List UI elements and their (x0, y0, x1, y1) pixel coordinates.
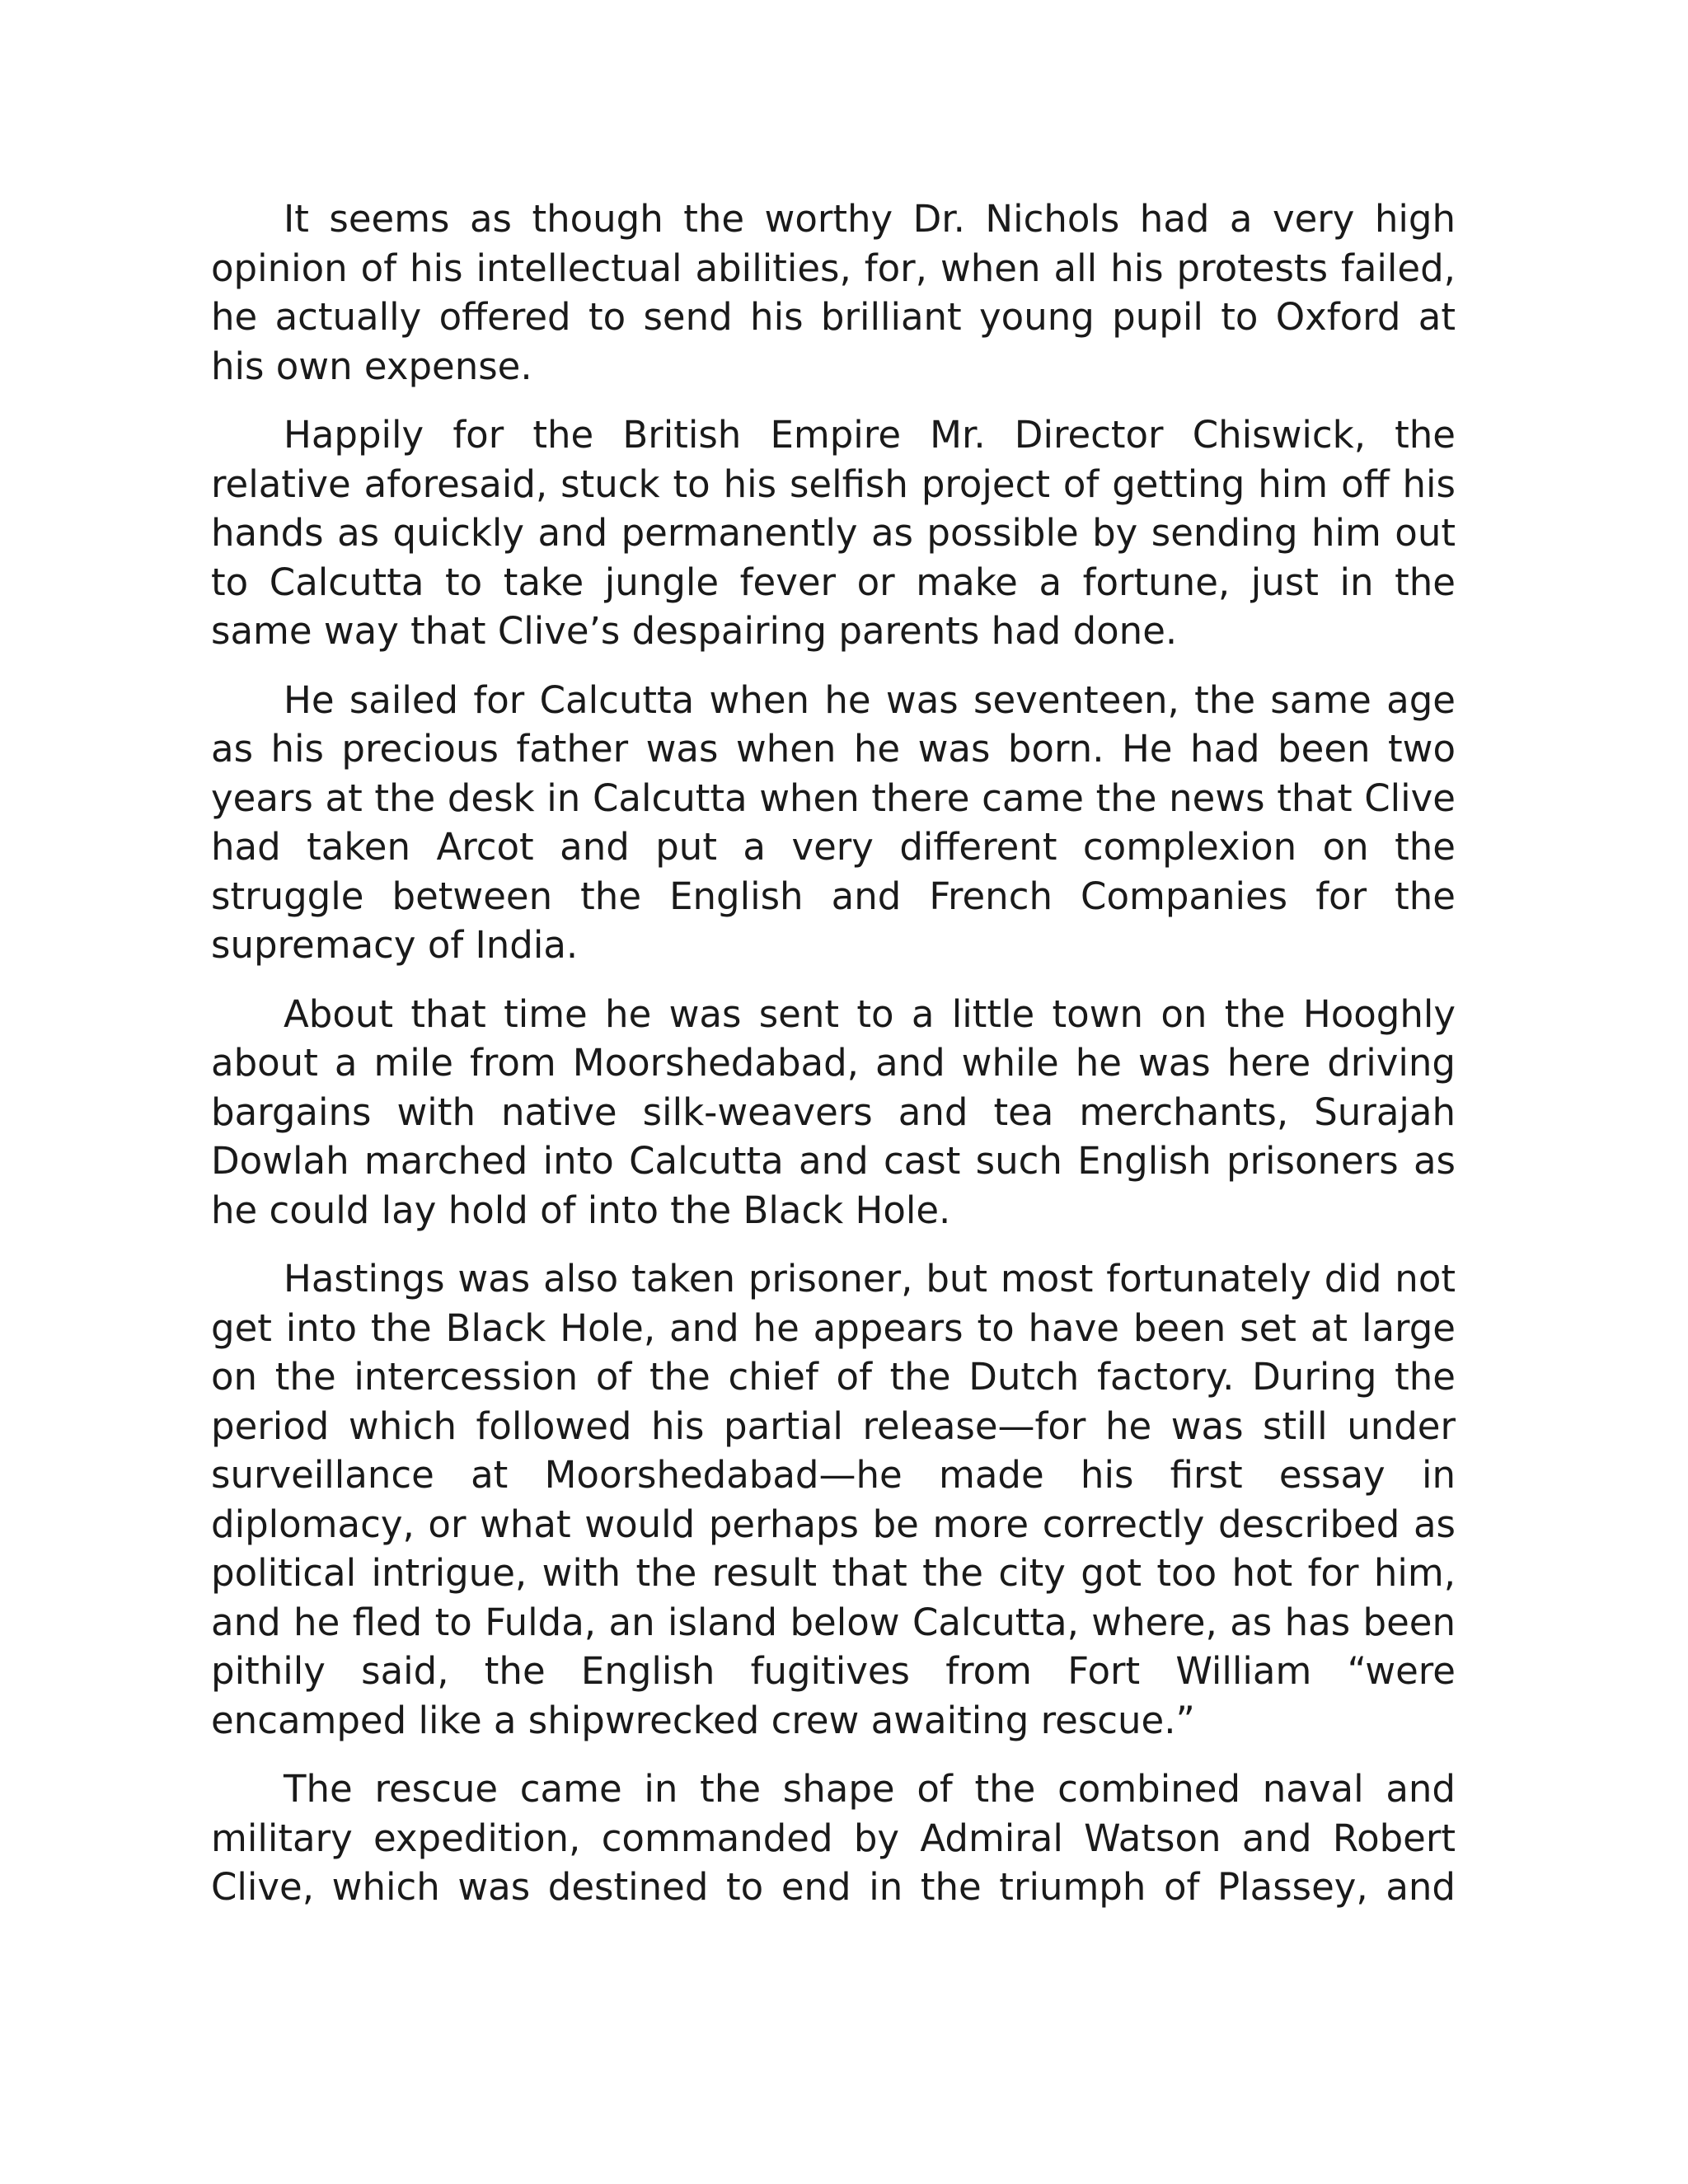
paragraph-1: It seems as though the worthy Dr. Nichols had a very high opinion of his intellectual abilities, for, when all his protests failed, he actually offered to send his brilliant young pupil to Oxford at his own expense. (211, 197, 1456, 388)
paragraph-4: About that time he was sent to a little town on the Hooghly about a mile from Moorshedabad, and while he was here driving bargains with native silk-weavers and tea merchants, Surajah Dowlah marched into Calcutta and cast such English prisoners as he could lay hold of into the Black Hole. (211, 991, 1456, 1232)
paragraph-3: He sailed for Calcutta when he was seventeen, the same age as his precious father was when he was born. He had been two years at the desk in Calcutta when there came the news that Clive had taken Arcot and put a very different complexion on the struggle between the English and French Companies for the supremacy of India. (211, 677, 1456, 967)
paragraph-5: Hastings was also taken prisoner, but most fortunately did not get into the Black Hole, and he appears to have been set at large on the intercession of the chief of the Dutch factory. During the period which followed his partial release—for he was still under surveillance at Moorshedabad—he made his first essay in diplomacy, or what would perhaps be more correctly described as political intrigue, with the result that the city got too hot for him, and he fled to Fulda, an island below Calcutta, where, as has been pithily said, the English fugitives from Fort William “were encamped like a shipwrecked crew awaiting rescue.” (211, 1257, 1456, 1742)
paragraph-6: The rescue came in the shape of the combined naval and military expedition, commanded by Admiral Watson and Robert Clive, which was destined to end in the triumph of Plassey, and (211, 1767, 1456, 1909)
page-body (211, 194, 1456, 1932)
paragraph-2: Happily for the British Empire Mr. Director Chiswick, the relative aforesaid, stuck to his selfish project of getting him off his hands as quickly and permanently as possible by sending him out to Calcutta to take jungle fever or make a fortune, just in the same way that Clive’s despairing parents had done. (211, 413, 1456, 653)
